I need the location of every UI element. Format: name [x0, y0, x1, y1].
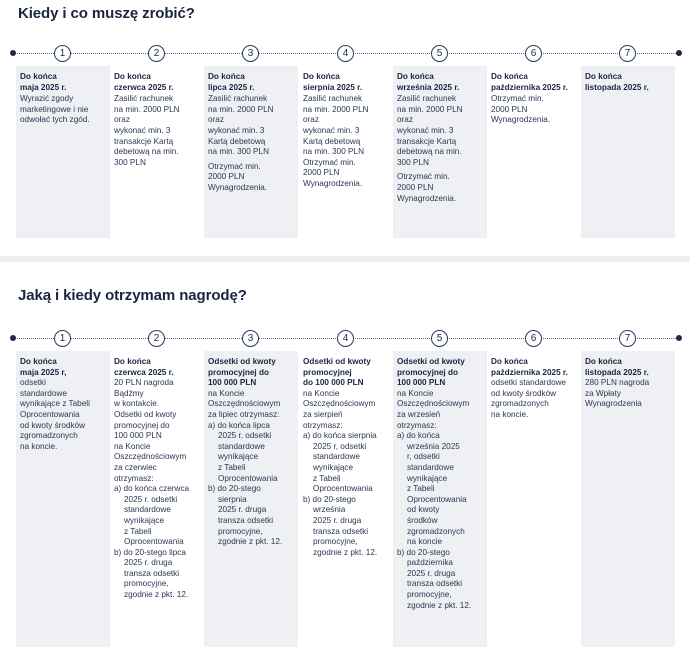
- column-body: Zasilić rachunek na min. 2000 PLN oraz wykonać min. 3 transakcje Kartą debetową na min. 300 PLN: [114, 94, 180, 167]
- list-item-b: b) do 20-stego października 2025 r. druga transza odsetki promocyjne, zgodnie z pkt. 12.: [397, 547, 472, 610]
- column-heading: Do końca września 2025 r.: [397, 72, 460, 92]
- column-body: odsetki standardowe od kwoty środków zgromadzonych na koncie.: [491, 378, 567, 419]
- step-marker-7: 7: [619, 45, 636, 62]
- todo-columns: [16, 66, 676, 238]
- column-heading: Do końca maja 2025 r.: [20, 72, 67, 92]
- step-marker-5: 5: [431, 330, 448, 347]
- column-body: Zasilić rachunek na min. 2000 PLN oraz wykonać min. 3 Kartą debetową na min. 300 PLN: [208, 94, 274, 157]
- reward-column-6: [487, 351, 581, 647]
- todo-column-6: [487, 66, 581, 238]
- column-heading: Do końca czerwca 2025 r.: [114, 72, 174, 92]
- reward-column-4: [299, 351, 393, 647]
- todo-column-4: [299, 66, 393, 238]
- list-item-b: b) do 20-stego sierpnia 2025 r. druga transza odsetki promocyjne, zgodnie z pkt. 12.: [208, 484, 283, 547]
- step-marker-5: 5: [431, 45, 448, 62]
- column-body: Otrzymać min. 2000 PLN Wynagrodzenia.: [491, 94, 551, 125]
- column-heading: Do końca listopada 2025 r.: [585, 357, 649, 377]
- reward-column-7: [581, 351, 675, 647]
- column-body: na Koncie Oszczędnościowym za sierpień otrzymasz:: [303, 388, 376, 430]
- list-item-b: b) do 20-stego września 2025 r. druga transza odsetki promocyjne, zgodnie z pkt. 12.: [303, 494, 378, 557]
- todo-column-2: [110, 66, 204, 238]
- todo-column-3: [204, 66, 298, 238]
- list-item-a: a) do końca sierpnia 2025 r, odsetki standardowe wynikające z Tabeli Oprocentowania: [303, 431, 377, 494]
- timeline-end-dot: [676, 335, 682, 341]
- reward-column-2: [110, 351, 204, 647]
- todo-column-7: [581, 66, 675, 238]
- reward-column-1: [16, 351, 110, 647]
- list-item-a: a) do końca lipca 2025 r. odsetki standardowe wynikające z Tabeli Oprocentowania: [208, 420, 278, 483]
- step-marker-1: 1: [54, 45, 71, 62]
- step-marker-7: 7: [619, 330, 636, 347]
- timeline-rewards: [10, 330, 682, 346]
- column-body: 280 PLN nagroda za Wpłaty Wynagrodzenia: [585, 378, 650, 409]
- column-heading: Do końca listopada 2025 r.: [585, 72, 649, 92]
- column-heading: Odsetki od kwoty promocyjnej do 100 000 PLN: [303, 357, 371, 388]
- todo-column-5: [393, 66, 487, 238]
- timeline-start-dot: [10, 335, 16, 341]
- step-marker-1: 1: [54, 330, 71, 347]
- step-marker-2: 2: [148, 330, 165, 347]
- column-heading: Odsetki od kwoty promocyjnej do 100 000 PLN: [208, 357, 276, 388]
- column-body: Zasilić rachunek na min. 2000 PLN oraz wykonać min. 3 transakcje Kartą debetową na min. 300 PLN: [397, 94, 463, 167]
- column-body-extra: Otrzymać min. 2000 PLN Wynagrodzenia.: [208, 161, 268, 192]
- column-body: na Koncie Oszczędnościowym za lipiec otrzymasz:: [208, 388, 281, 419]
- section-title-rewards: Jaką i kiedy otrzymam nagrodę?: [18, 287, 247, 304]
- column-heading: Do końca maja 2025 r,: [20, 357, 67, 377]
- timeline-todo: [10, 45, 682, 61]
- step-marker-3: 3: [242, 45, 259, 62]
- list-item-b: b) do 20-stego lipca 2025 r. druga transza odsetki promocyjne, zgodnie z pkt. 12.: [114, 547, 189, 600]
- column-heading: Do końca października 2025 r.: [491, 357, 568, 377]
- step-marker-6: 6: [525, 45, 542, 62]
- step-marker-2: 2: [148, 45, 165, 62]
- reward-column-3: [204, 351, 298, 647]
- column-heading: Do końca lipca 2025 r.: [208, 72, 255, 92]
- column-heading: Do końca października 2025 r.: [491, 72, 568, 92]
- column-body: Zasilić rachunek na min. 2000 PLN oraz wykonać min. 3 Kartą debetową na min. 300 PLN Otrzymać min. 2000 PLN Wynagrodzenia.: [303, 94, 369, 188]
- list-item-a: a) do końca września 2025 r, odsetki standardowe wynikające z Tabeli Oprocentowania od kwoty środków zgromadzonych na koncie: [397, 431, 467, 547]
- column-heading: Odsetki od kwoty promocyjnej do 100 000 PLN: [397, 357, 465, 388]
- step-marker-4: 4: [337, 330, 354, 347]
- step-marker-6: 6: [525, 330, 542, 347]
- column-heading: Do końca czerwca 2025 r.: [114, 357, 174, 377]
- reward-column-5: [393, 351, 487, 647]
- column-body: Wyrazić zgody marketingowe i nie odwołać tych zgód.: [20, 94, 90, 125]
- step-marker-3: 3: [242, 330, 259, 347]
- step-marker-4: 4: [337, 45, 354, 62]
- list-item-a: a) do końca czerwca 2025 r. odsetki standardowe wynikające z Tabeli Oprocentowania: [114, 484, 190, 547]
- column-body-extra: Otrzymać min. 2000 PLN Wynagrodzenia.: [397, 172, 457, 203]
- column-body: odsetki standardowe wynikające z Tabeli Oprocentowania od kwoty środków zgromadzonych na koncie.: [20, 378, 90, 451]
- column-body: na Koncie Oszczędnościowym za wrzesień otrzymasz:: [397, 388, 470, 430]
- reward-columns: [16, 351, 676, 647]
- timeline-end-dot: [676, 50, 682, 56]
- column-heading: Do końca sierpnia 2025 r.: [303, 72, 363, 92]
- timeline-start-dot: [10, 50, 16, 56]
- todo-column-1: [16, 66, 110, 238]
- column-body: 20 PLN nagroda Bądźmy w kontakcie. Odsetki od kwoty promocyjnej do 100 000 PLN na Koncie Oszczędnościowym za czerwiec otrzymasz:: [114, 378, 187, 483]
- section-title-todo: Kiedy i co muszę zrobić?: [18, 5, 195, 22]
- section-divider: [0, 256, 690, 262]
